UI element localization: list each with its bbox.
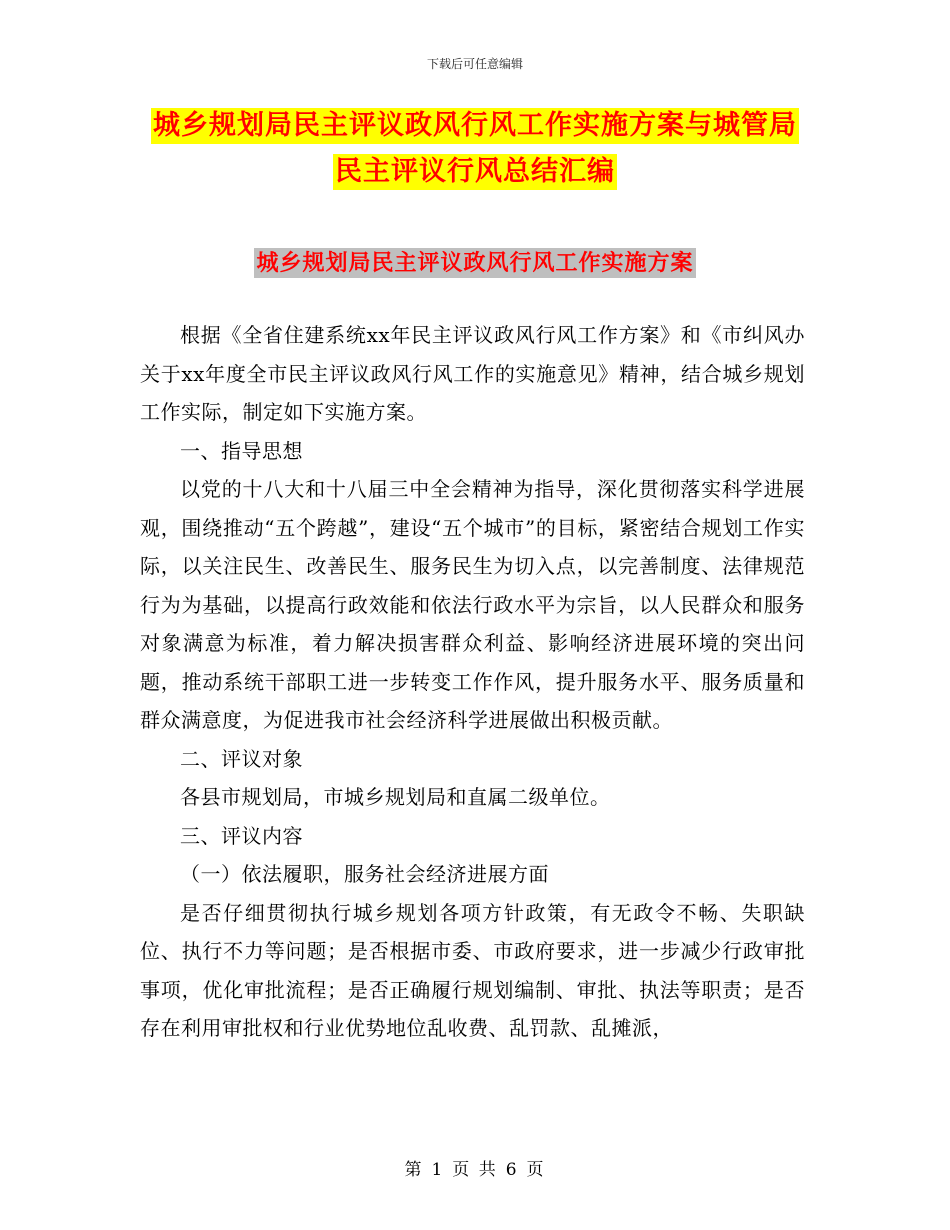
- document-title: [0, 108, 950, 190]
- title-line-2: 民主评议行风总结汇编: [333, 154, 617, 190]
- paragraph-review-target: 各县市规划局，市城乡规划局和直属二级单位。: [180, 785, 611, 809]
- heading-review-target: 二、评议对象: [180, 746, 303, 771]
- footer-prefix: 第: [404, 1160, 424, 1180]
- paragraph-guiding-thought: 以党的十八大和十八届三中全会精神为指导，深化贯彻落实科学进展观，围绕推动“五个跨越”，建设“五个城市”的目标，紧密结合规划工作实际，以关注民生、改善民生、服务民生为切入点，以完善制度、法律规范行为为基础，以提高行政效能和依法行政水平为宗旨，以人民群众和服务对象满意为标准，着力解决损害群众利益、影响经济进展环境的突出问题，推动系统干部职工进一步转变工作作风，提升服务水平、服务质量和群众满意度，为促进我市社会经济科学进展做出积极贡献。: [140, 477, 805, 732]
- section-subtitle: 城乡规划局民主评议政风行风工作实施方案: [256, 250, 694, 276]
- total-page-number: 6: [505, 1160, 519, 1180]
- header-note: 下载后可任意编辑: [426, 57, 523, 71]
- subheading-lawful-duty: （一）依法履职，服务社会经济进展方面: [180, 862, 549, 886]
- heading-guiding-thought: 一、指导思想: [180, 438, 303, 463]
- document-body: [140, 316, 805, 1048]
- current-page-number: 1: [431, 1160, 445, 1180]
- heading-review-content: 三、评议内容: [180, 823, 303, 848]
- footer-mid: 页 共: [452, 1160, 498, 1180]
- page-footer: [0, 1155, 950, 1180]
- footer-suffix: 页: [526, 1160, 546, 1180]
- title-line-1: 城乡规划局民主评议政风行风工作实施方案与城管局: [151, 108, 799, 144]
- paragraph-intro: 根据《全省住建系统xx年民主评议政风行风工作方案》和《市纠风办关于xx年度全市民主评议政风行风工作的实施意见》精神，结合城乡规划工作实际，制定如下实施方案。: [140, 323, 805, 424]
- paragraph-lawful-duty: 是否仔细贯彻执行城乡规划各项方针政策，有无政令不畅、失职缺位、执行不力等问题；是否根据市委、市政府要求，进一步减少行政审批事项，优化审批流程；是否正确履行规划编制、审批、执法等职责；是否存在利用审批权和行业优势地位乱收费、乱罚款、乱摊派，: [140, 900, 805, 1040]
